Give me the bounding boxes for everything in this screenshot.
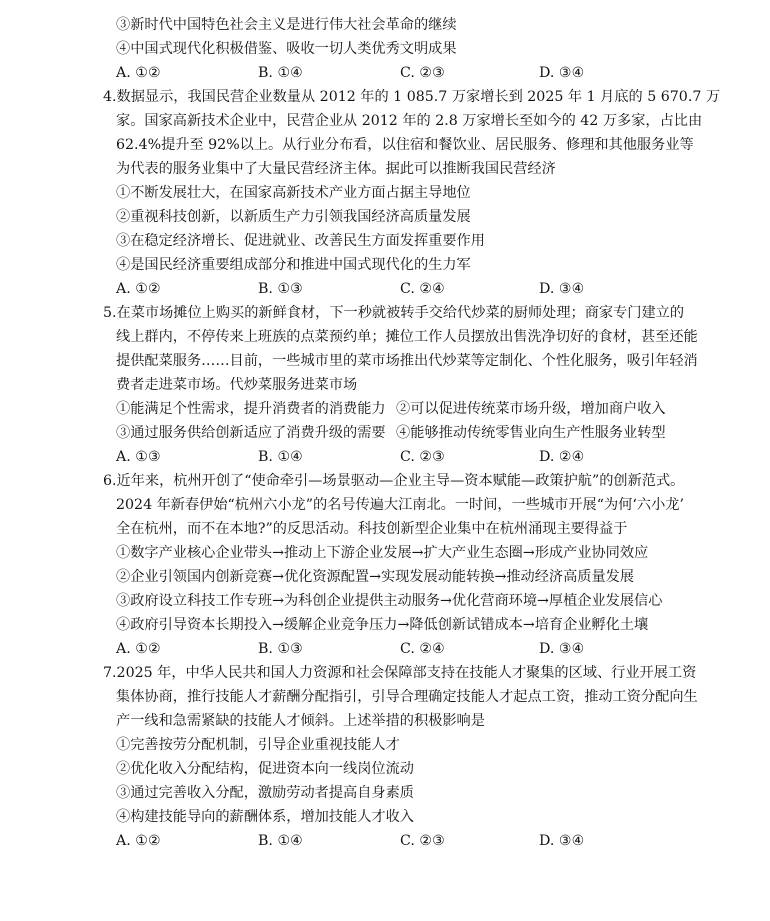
q5-stem-line: 提供配菜服务……目前，一些城市里的菜市场推出代炒菜等定制化、个性化服务，吸引年轻消 <box>116 353 698 369</box>
q5-item-2: ②可以促进传统菜市场升级，增加商户收入 <box>396 401 666 417</box>
q5-stem-line: 线上群内，不停传来上班族的点菜预约单；摊位工作人员摆放出售洗净切好的食材，甚至还能 <box>116 329 698 345</box>
q5-stem-line: 费者走进菜市场。代炒菜服务进菜市场 <box>116 377 358 393</box>
q6-stem-line: 全在杭州，而不在本地?”的反思活动。科技创新型企业集中在杭州涌现主要得益于 <box>116 521 628 537</box>
q6-option-b: B. ①③ <box>258 641 303 657</box>
q6-item-1: ①数字产业核心企业带头→推动上下游企业发展→扩大产业生态圈→形成产业协同效应 <box>116 545 649 561</box>
q4-option-d: D. ③④ <box>539 281 585 297</box>
q6-item-3: ③政府设立科技工作专班→为科创企业提供主动服务→优化营商环境→厚植企业发展信心 <box>116 593 663 609</box>
q3-option-b: B. ①④ <box>258 65 303 81</box>
q6-item-2: ②企业引领国内创新竞赛→优化资源配置→实现发展动能转换→推动经济高质量发展 <box>116 569 635 585</box>
q6-option-d: D. ③④ <box>539 641 585 657</box>
q4-stem-line: 家。国家高新技术企业中，民营企业从 2012 年的 2.8 万家增长至如今的 42 万多家，占比由 <box>116 113 703 129</box>
q7-option-c: C. ②③ <box>400 833 445 849</box>
q7-option-d: D. ③④ <box>539 833 585 849</box>
q5-stem-line: 5.在菜市场摊位上购买的新鲜食材，下一秒就被转手交给代炒菜的厨师处理；商家专门建立的 <box>103 305 685 321</box>
q4-option-b: B. ①③ <box>258 281 303 297</box>
q6-option-a: A. ①② <box>116 641 161 657</box>
q7-stem-line: 7.2025 年，中华人民共和国人力资源和社会保障部支持在技能人才聚集的区域、行业开展工资 <box>103 665 697 681</box>
q6-stem-line: 2024 年新春伊始“杭州六小龙”的名号传遍大江南北。一时间，一些城市开展“为何‘六小龙’ <box>116 497 684 513</box>
q4-item-2: ②重视科技创新，以新质生产力引领我国经济高质量发展 <box>116 209 471 225</box>
q7-item-3: ③通过完善收入分配，激励劳动者提高自身素质 <box>116 785 414 801</box>
q7-option-a: A. ①② <box>116 833 161 849</box>
q3-item-4: ④中国式现代化积极借鉴、吸收一切人类优秀文明成果 <box>116 41 457 57</box>
q5-item-1: ①能满足个性需求，提升消费者的消费能力 <box>116 401 386 417</box>
q4-stem-line: 62.4%提升至 92%以上。从行业分布看，以住宿和餐饮业、居民服务、修理和其他服务业等 <box>116 137 694 153</box>
q5-item-3: ③通过服务供给创新适应了消费升级的需要 <box>116 425 386 441</box>
q4-option-c: C. ②④ <box>400 281 445 297</box>
q7-item-4: ④构建技能导向的薪酬体系，增加技能人才收入 <box>116 809 414 825</box>
q7-option-b: B. ①④ <box>258 833 303 849</box>
q7-stem-line: 集体协商，推行技能人才薪酬分配指引，引导合理确定技能人才起点工资，推动工资分配向生 <box>116 689 698 705</box>
q7-item-2: ②优化收入分配结构，促进资本向一线岗位流动 <box>116 761 414 777</box>
q7-item-1: ①完善按劳分配机制，引导企业重视技能人才 <box>116 737 400 753</box>
q4-item-3: ③在稳定经济增长、促进就业、改善民生方面发挥重要作用 <box>116 233 485 249</box>
q4-stem-line: 为代表的服务业集中了大量民营经济主体。据此可以推断我国民营经济 <box>116 161 556 177</box>
q5-option-b: B. ①④ <box>258 449 303 465</box>
q7-stem-line: 产一线和急需紧缺的技能人才倾斜。上述举措的积极影响是 <box>116 713 485 729</box>
q3-item-3: ③新时代中国特色社会主义是进行伟大社会革命的继续 <box>116 17 457 33</box>
q5-option-a: A. ①③ <box>116 449 161 465</box>
q3-option-c: C. ②③ <box>400 65 445 81</box>
q6-option-c: C. ②④ <box>400 641 445 657</box>
q5-option-c: C. ②③ <box>400 449 445 465</box>
q3-option-a: A. ①② <box>116 65 161 81</box>
q5-item-4: ④能够推动传统零售业向生产性服务业转型 <box>396 425 666 441</box>
q6-item-4: ④政府引导资本长期投入→缓解企业竞争压力→降低创新试错成本→培育企业孵化土壤 <box>116 617 649 633</box>
q3-option-d: D. ③④ <box>539 65 585 81</box>
q4-option-a: A. ①② <box>116 281 161 297</box>
q5-option-d: D. ②④ <box>539 449 585 465</box>
q4-item-1: ①不断发展壮大，在国家高新技术产业方面占据主导地位 <box>116 185 471 201</box>
q6-stem-line: 6.近年来，杭州开创了“使命牵引—场景驱动—企业主导—资本赋能—政策护航”的创新范式。 <box>103 473 685 489</box>
q4-stem-line: 4.数据显示，我国民营企业数量从 2012 年的 1 085.7 万家增长到 2025 年 1 月底的 5 670.7 万 <box>103 89 721 105</box>
q4-item-4: ④是国民经济重要组成部分和推进中国式现代化的生力军 <box>116 257 471 273</box>
